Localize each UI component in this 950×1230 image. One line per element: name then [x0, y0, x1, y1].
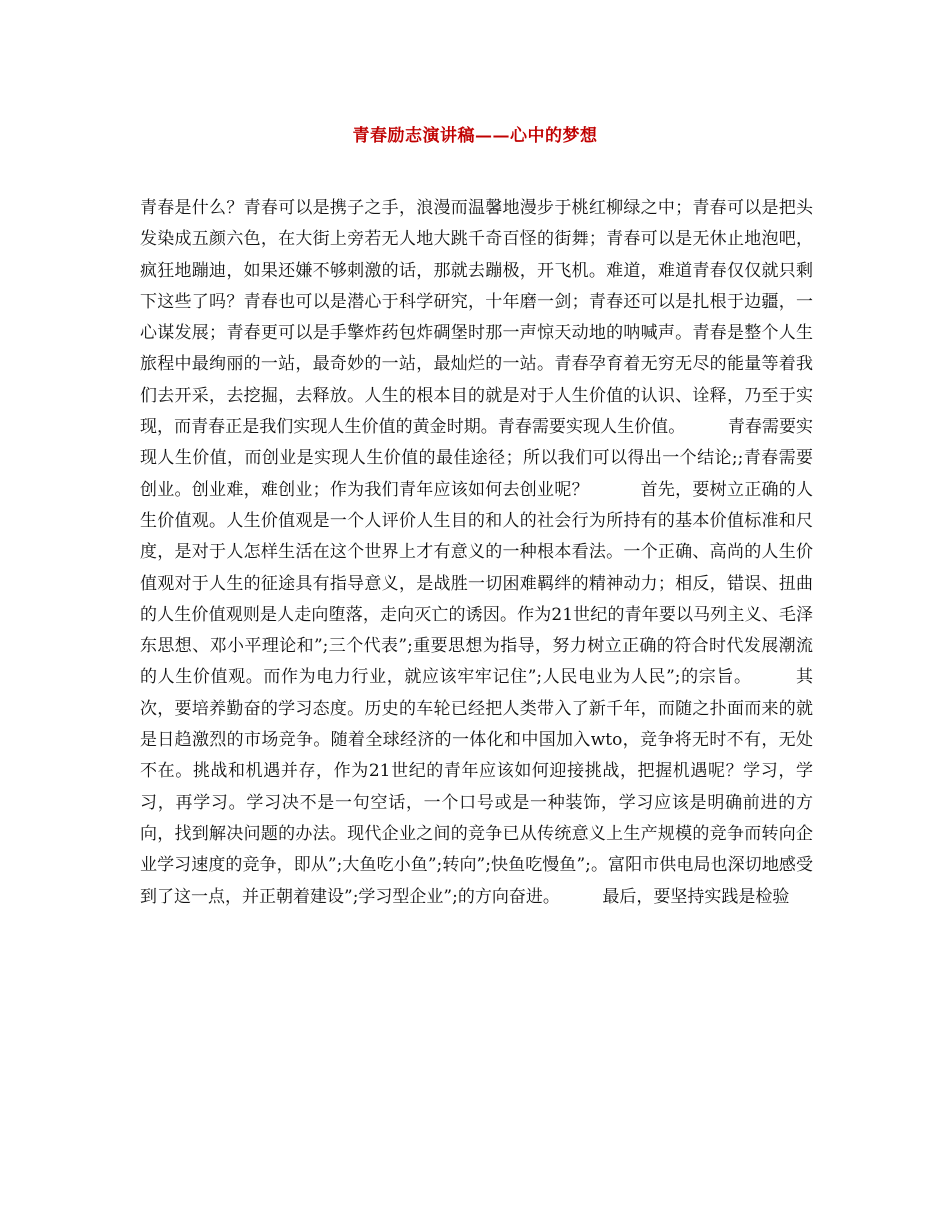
- document-title: 青春励志演讲稿——心中的梦想: [352, 126, 598, 146]
- document-body-text: 青春是什么？青春可以是携子之手，浪漫而温馨地漫步于桃红柳绿之中；青春可以是把头发染成五颜六色，在大街上旁若无人地大跳千奇百怪的街舞；青春可以是无休止地泡吧，疯狂地蹦迪，如果还嫌不够刺激的话，那就去蹦极，开飞机。难道，难道青春仅仅就只剩下这些了吗？青春也可以是潜心于科学研究，十年磨一剑；青春还可以是扎根于边疆，一心谋发展；青春更可以是手擎炸药包炸碉堡时那一声惊天动地的呐喊声。青春是整个人生旅程中最绚丽的一站，最奇妙的一站，最灿烂的一站。青春孕育着无穷无尽的能量等着我们去开采，去挖掘，去释放。人生的根本目的就是对于人生价值的认识、诠释，乃至于实现，而青春正是我们实现人生价值的黄金时期。青春需要实现人生价值。 青春需要实现人生价值，而创业是实现人生价值的最佳途径；所以我们可以得出一个结论;;青春需要创业。创业难，难创业；作为我们青年应该如何去创业呢？ 首先，要树立正确的人生价值观。人生价值观是一个人评价人生目的和人的社会行为所持有的基本价值标准和尺度，是对于人怎样生活在这个世界上才有意义的一种根本看法。一个正确、高尚的人生价值观对于人生的征途具有指导意义，是战胜一切困难羁绊的精神动力；相反，错误、扭曲的人生价值观则是人走向堕落，走向灭亡的诱因。作为21世纪的青年要以马列主义、毛泽东思想、邓小平理论和”;三个代表”;重要思想为指导，努力树立正确的符合时代发展潮流的人生价值观。而作为电力行业，就应该牢牢记住”;人民电业为人民”;的宗旨。 其次，要培养勤奋的学习态度。历史的车轮已经把人类带入了新千年，而随之扑面而来的就是日趋激烈的市场竞争。随着全球经济的一体化和中国加入wto，竞争将无时不有，无处不在。挑战和机遇并存，作为21世纪的青年应该如何迎接挑战，把握机遇呢？学习，学习，再学习。学习决不是一句空话，一个口号或是一种装饰，学习应该是明确前进的方向，找到解决问题的办法。现代企业之间的竞争已从传统意义上生产规模的竞争而转向企业学习速度的竞争，即从”;大鱼吃小鱼”;转向”;快鱼吃慢鱼”;。富阳市供电局也深切地感受到了这一点，并正朝着建设”;学习型企业”;的方向奋进。 最后，要坚持实践是检验: [140, 198, 813, 907]
